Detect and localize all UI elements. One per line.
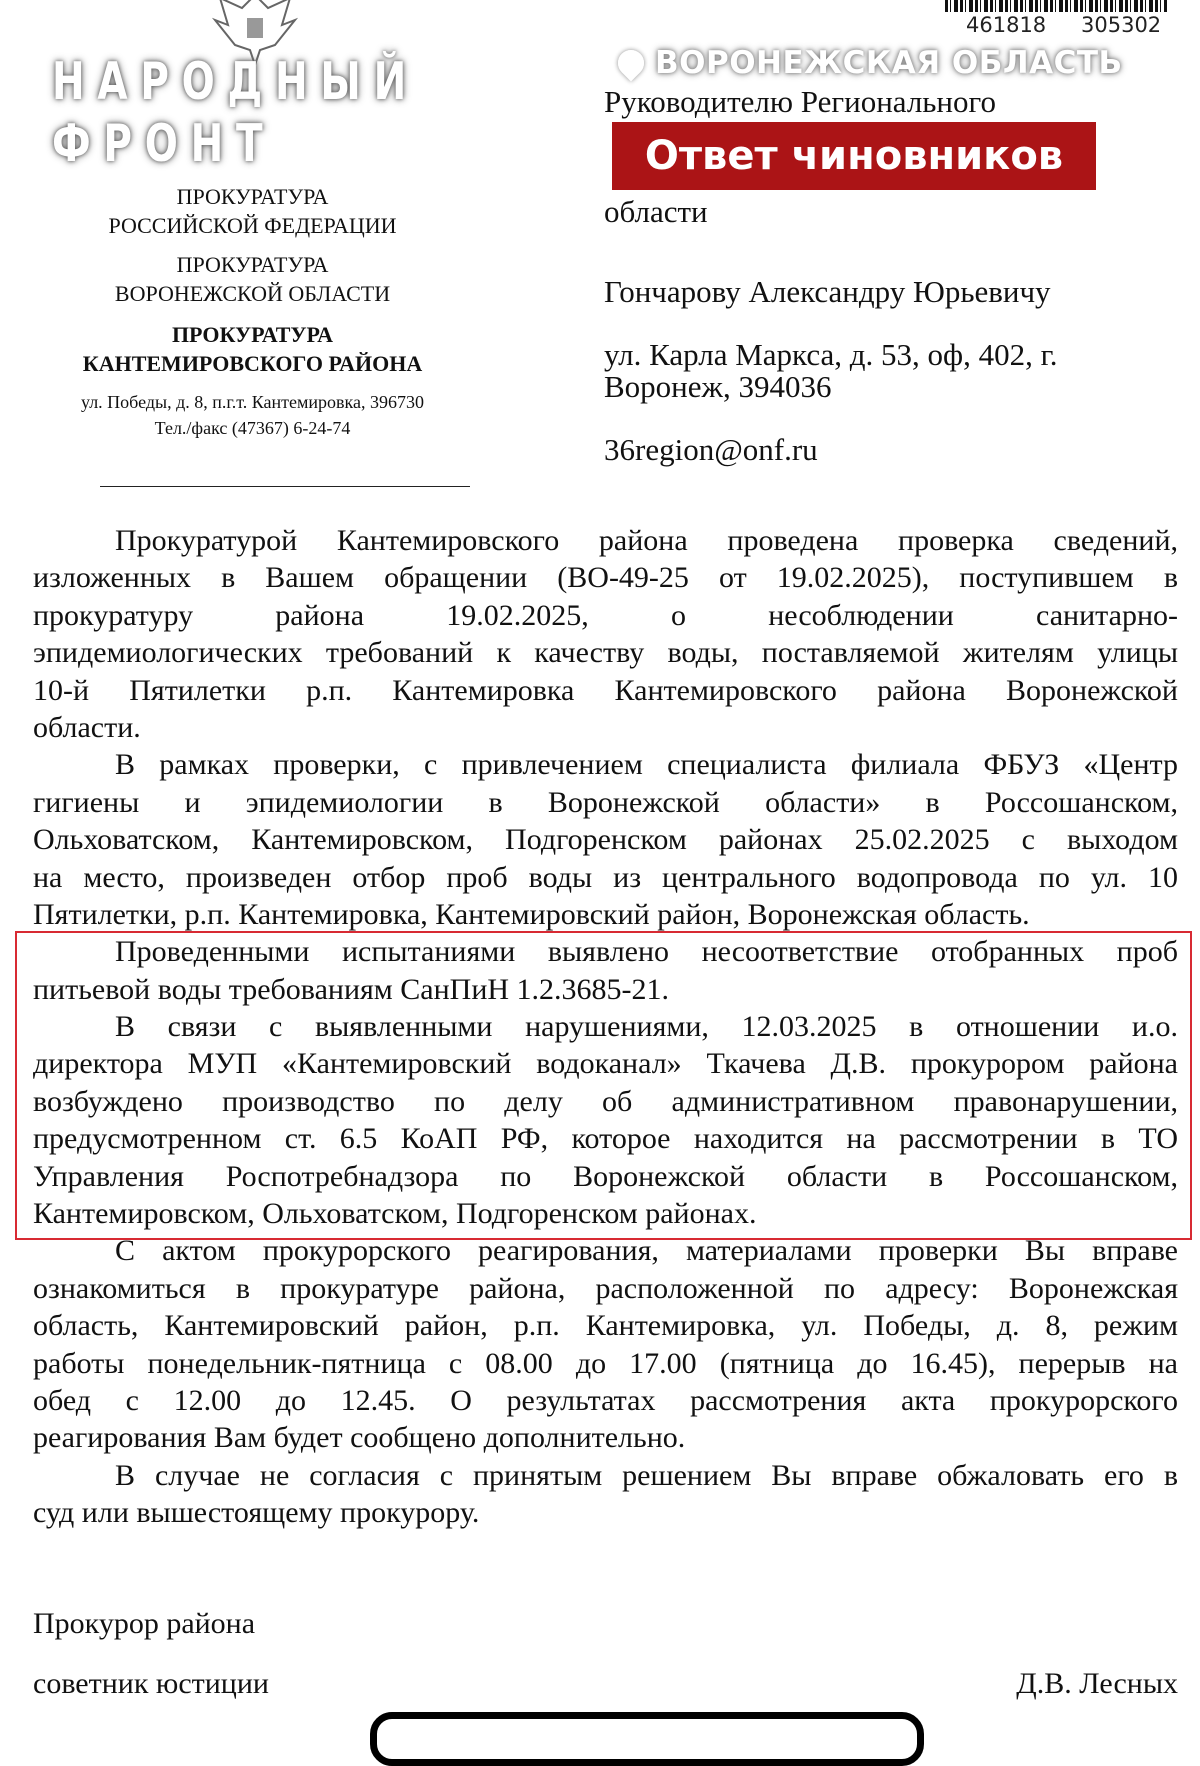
location-pin-icon: [613, 45, 650, 82]
letterhead-phone: Тел./факс (47367) 6-24-74: [154, 418, 351, 438]
letterhead-line: ПРОКУРАТУРА: [176, 252, 329, 277]
paragraph-line: Ольховатском, Кантемировском, Подгоренском районах 25.02.2025 с выходом: [33, 823, 1178, 857]
officials-response-banner: Ответ чиновников: [612, 122, 1096, 190]
highlight-box: [15, 931, 1192, 1240]
paragraph-line: суд или вышестоящему прокурору.: [33, 1496, 480, 1530]
paragraph-line: ознакомиться в прокуратуре района, расположенной по адресу: Воронежская: [33, 1271, 1178, 1305]
paragraph-line: гигиены и эпидемиологии в Воронежской области» в Россошанском,: [33, 785, 1178, 819]
letterhead-org: КАНТЕМИРОВСКОГО РАЙОНА: [82, 351, 423, 376]
paragraph-line: С актом прокурорского реагирования, материалами проверки Вы вправе: [115, 1234, 1178, 1268]
paragraph-line: В случае не согласия с принятым решением Вы вправе обжаловать его в: [115, 1458, 1178, 1492]
addressee-title: Руководителю Регионального: [604, 84, 996, 119]
signature-name: Д.В. Лесных: [1016, 1667, 1178, 1700]
paragraph-line: 10-й Пятилетки р.п. Кантемировка Кантемировского района Воронежской: [33, 673, 1178, 707]
paragraph-line: предусмотренном ст. 6.5 КоАП РФ, которое находится на рассмотрении в ТО: [33, 1122, 1178, 1156]
letterhead-org: ПРОКУРАТУРА: [171, 322, 334, 347]
region-watermark: ВОРОНЕЖСКАЯ ОБЛАСТЬ: [655, 45, 1123, 81]
brand-watermark: ФРОНТ: [52, 114, 276, 174]
divider: [100, 486, 470, 487]
letterhead-line: ПРОКУРАТУРА: [176, 184, 329, 209]
paragraph-line: Пятилетки, р.п. Кантемировка, Кантемировский район, Воронежская область.: [33, 897, 1030, 931]
addressee-title: области: [604, 194, 708, 229]
barcode: [945, 0, 1167, 12]
letterhead-line: РОССИЙСКОЙ ФЕДЕРАЦИИ: [108, 213, 397, 238]
addressee-address: ул. Карла Маркса, д. 53, оф, 402, г.: [604, 337, 1058, 372]
paragraph-line: В рамках проверки, с привлечением специалиста филиала ФБУЗ «Центр: [115, 748, 1178, 782]
paragraph-line: области.: [33, 710, 141, 744]
addressee-email: 36region@onf.ru: [604, 432, 818, 467]
paragraph-line: изложенных в Вашем обращении (ВО-49-25 от 19.02.2025), поступившем в: [33, 561, 1178, 595]
paragraph-line: Проведенными испытаниями выявлено несоответствие отобранных проб: [115, 935, 1178, 969]
paragraph-line: Кантемировском, Ольховатском, Подгоренском районах.: [33, 1197, 757, 1231]
paragraph-line: работы понедельник-пятница с 08.00 до 17.00 (пятница до 16.45), перерыв на: [33, 1346, 1178, 1380]
paragraph-line: возбуждено производство по делу об административном правонарушении,: [33, 1084, 1178, 1118]
barcode-number: 461818: [966, 13, 1047, 37]
brand-watermark: НАРОДНЫЙ: [52, 52, 419, 112]
paragraph-line: В связи с выявленными нарушениями, 12.03.2025 в отношении и.о.: [115, 1010, 1178, 1044]
addressee-name: Гончарову Александру Юрьевичу: [604, 274, 1051, 309]
barcode-number: 305302: [1081, 13, 1162, 37]
paragraph-line: эпидемиологических требований к качеству воды, поставляемой жителям улицы: [33, 636, 1178, 670]
signature-rank: советник юстиции: [33, 1667, 269, 1700]
paragraph-line: область, Кантемировский район, р.п. Кантемировка, ул. Победы, д. 8, режим: [33, 1309, 1178, 1343]
paragraph-line: директора МУП «Кантемировский водоканал» Ткачева Д.В. прокурором района: [33, 1047, 1178, 1081]
paragraph-line: обед с 12.00 до 12.45. О результатах рассмотрения акта прокурорского: [33, 1383, 1178, 1417]
paragraph-line: на место, произведен отбор проб воды из центрального водопровода по ул. 10: [33, 860, 1178, 894]
letterhead-line: ВОРОНЕЖСКОЙ ОБЛАСТИ: [114, 281, 391, 306]
paragraph-line: питьевой воды требованиям СанПиН 1.2.3685-21.: [33, 972, 670, 1006]
paragraph-line: Прокуратурой Кантемировского района проведена проверка сведений,: [115, 524, 1178, 557]
letterhead-address: ул. Победы, д. 8, п.г.т. Кантемировка, 396730: [80, 392, 424, 412]
addressee-address: Воронеж, 394036: [604, 369, 832, 404]
paragraph-line: Управления Роспотребнадзора по Воронежской области в Россошанском,: [33, 1159, 1178, 1193]
phone-frame-edge: [370, 1712, 924, 1766]
paragraph-line: реагирования Вам будет сообщено дополнительно.: [33, 1421, 686, 1455]
signature-position: Прокурор района: [33, 1607, 256, 1640]
paragraph-line: прокуратуру района 19.02.2025, о несоблюдении санитарно-: [33, 598, 1178, 632]
